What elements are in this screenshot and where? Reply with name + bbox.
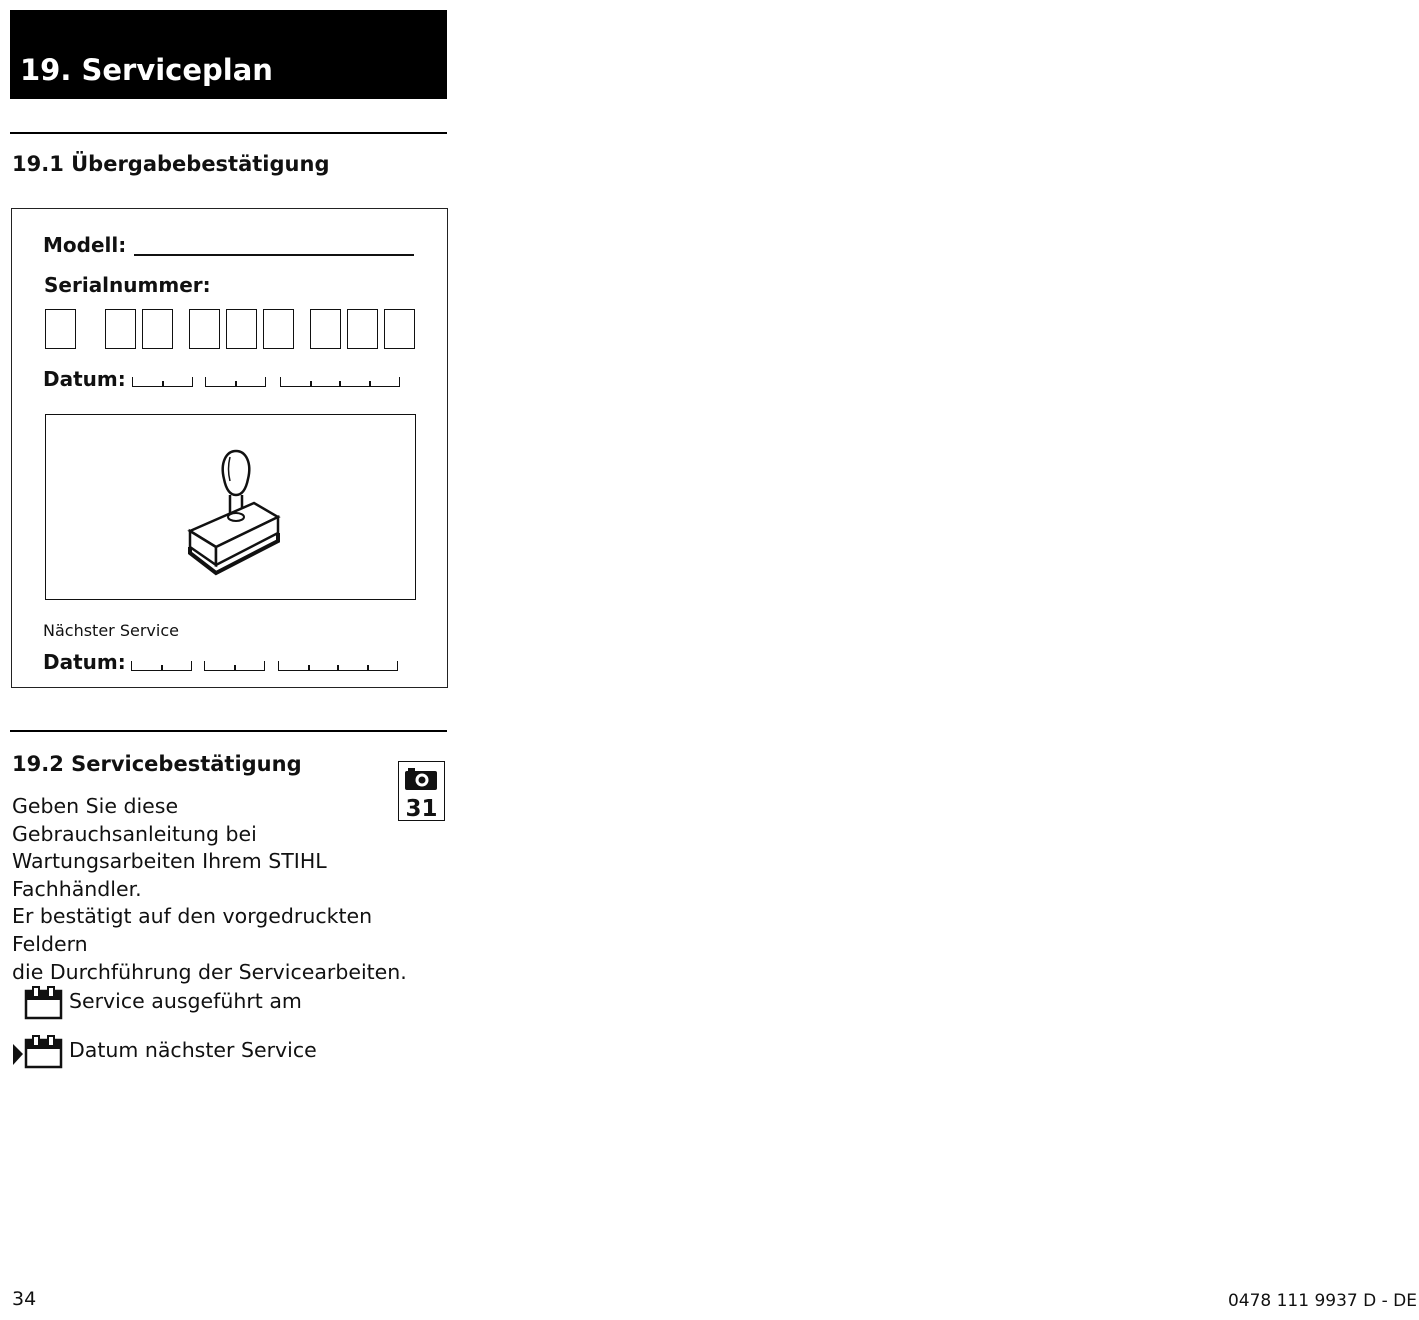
chapter-title: 19. Serviceplan (20, 53, 273, 87)
date-year-segment (278, 661, 398, 671)
calendar-next-icon (12, 1035, 64, 1073)
serial-digit-box[interactable] (310, 309, 341, 349)
paragraph-line: Gebrauchsanleitung bei (12, 821, 257, 846)
document-code: 0478 111 9937 D - DE (1227, 1291, 1417, 1311)
next-service-label: Nächster Service (43, 621, 179, 640)
model-label: Modell: (43, 233, 127, 257)
paragraph-line: Er bestätigt auf den vorgedruckten Feldern (12, 904, 373, 956)
page-number: 34 (12, 1288, 37, 1310)
legend-text: Datum nächster Service (69, 1038, 317, 1062)
serial-digit-box[interactable] (263, 309, 294, 349)
serial-digit-box[interactable] (105, 309, 136, 349)
section-heading-handover: 19.1 Übergabebestätigung (12, 152, 330, 176)
serial-digit-box[interactable] (384, 309, 415, 349)
stamp-icon (176, 443, 296, 583)
stamp-area (45, 414, 416, 600)
paragraph-line: Geben Sie diese (12, 794, 179, 818)
serial-digit-box[interactable] (226, 309, 257, 349)
section-divider (10, 730, 447, 732)
service-paragraph (12, 793, 452, 986)
calendar-icon (24, 986, 64, 1020)
legend-item-service-done (12, 986, 332, 1022)
figure-number: 31 (405, 796, 438, 822)
serial-digit-box[interactable] (189, 309, 220, 349)
handover-form (11, 208, 448, 688)
legend-text: Service ausgeführt am (69, 989, 302, 1013)
date-year-segment (280, 377, 400, 387)
paragraph-line: Wartungsarbeiten Ihrem STIHL (12, 849, 327, 874)
serial-digit-box[interactable] (347, 309, 378, 349)
serial-label: Serialnummer: (44, 273, 211, 297)
section-divider (10, 132, 447, 134)
date-day-segment (131, 661, 192, 671)
date-label: Datum: (43, 367, 126, 391)
chapter-header (10, 10, 447, 99)
section-heading-service: 19.2 Servicebestätigung (12, 752, 302, 776)
date-day-segment (132, 377, 193, 387)
date-month-segment (205, 377, 266, 387)
serial-digit-box[interactable] (142, 309, 173, 349)
legend-item-next-service (12, 1035, 332, 1071)
model-field[interactable] (134, 254, 414, 256)
next-date-label: Datum: (43, 650, 126, 674)
date-month-segment (204, 661, 265, 671)
paragraph-line: Fachhändler. (12, 876, 142, 901)
camera-icon (404, 767, 438, 791)
serial-digit-box[interactable] (45, 309, 76, 349)
paragraph-line: die Durchführung der Servicearbeiten. (12, 959, 407, 984)
